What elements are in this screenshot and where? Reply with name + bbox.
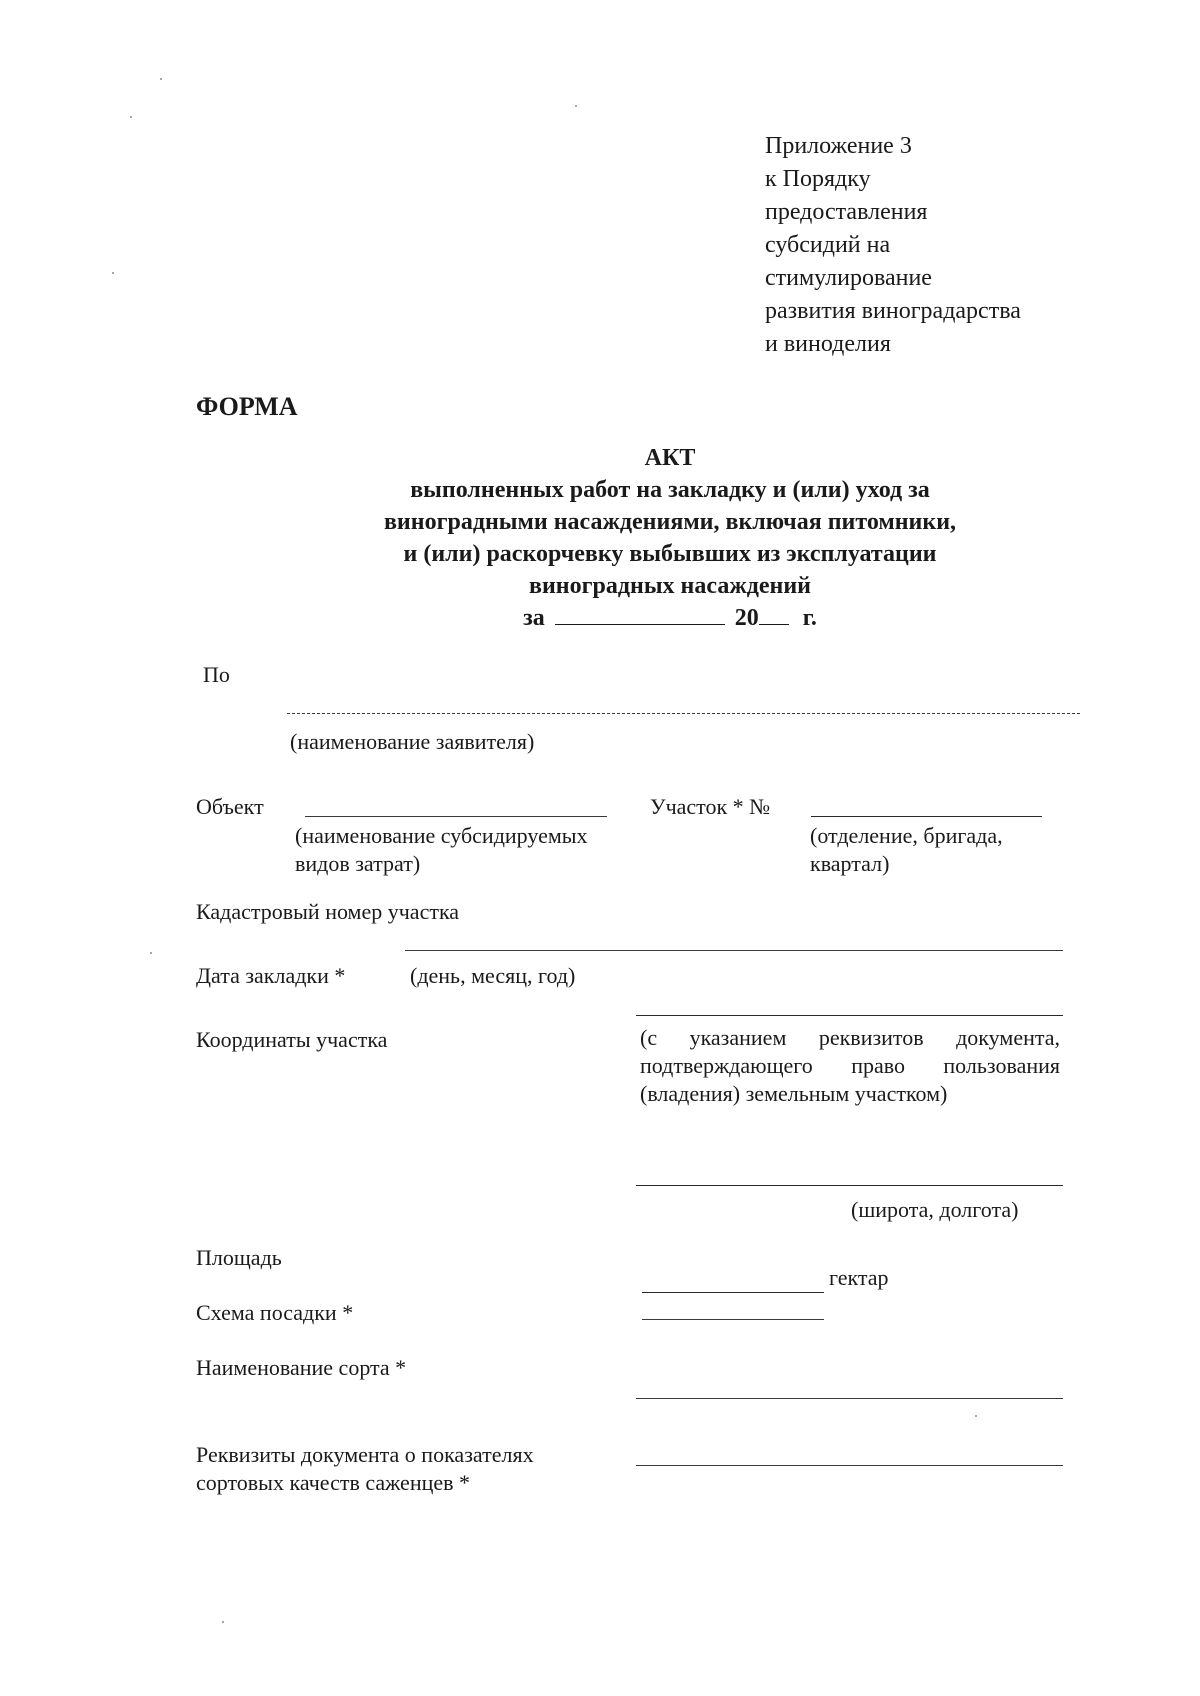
cadastral-label: Кадастровый номер участка <box>196 899 460 924</box>
object-field-line[interactable] <box>305 816 607 817</box>
act-heading: АКТ <box>644 445 696 471</box>
title-line: и (или) раскорчевку выбывших из эксплуатации <box>403 541 937 567</box>
planting-date-caption: (день, месяц, год) <box>410 963 576 988</box>
applicant-field-line[interactable] <box>287 713 1080 714</box>
coordinates-note <box>640 1024 1060 1108</box>
coordinates-note-line: (с указанием реквизитов документа, <box>640 1025 1060 1050</box>
appendix-line: к Порядку <box>765 166 871 192</box>
planting-date-label: Дата закладки * <box>196 963 346 988</box>
plot-caption: (отделение, бригада, <box>810 823 1003 848</box>
title-line: виноградных насаждений <box>528 573 812 599</box>
period-prefix: за <box>523 605 545 631</box>
doc-label: сортовых качеств саженцев * <box>196 1470 471 1495</box>
cadastral-field-line[interactable] <box>405 950 1063 951</box>
object-label: Объект <box>196 794 264 819</box>
po-label: По <box>203 662 230 687</box>
appendix-block <box>765 130 1021 361</box>
coordinates-note-line: (владения) земельным участком) <box>640 1081 948 1106</box>
scheme-label: Схема посадки * <box>196 1300 354 1325</box>
plot-field-line[interactable] <box>811 816 1042 817</box>
appendix-line: Приложение 3 <box>765 133 912 159</box>
object-caption: (наименование субсидируемых <box>295 823 588 848</box>
period-suffix: г. <box>802 605 817 631</box>
title-line: виноградными насаждениями, включая питомники, <box>383 509 957 535</box>
coordinates-note-line: подтверждающего право пользования <box>640 1053 1060 1078</box>
title-line: выполненных работ на закладку и (или) уход за <box>410 477 930 503</box>
coordinates-caption: (широта, долгота) <box>851 1197 1019 1222</box>
object-caption: видов затрат) <box>295 851 421 876</box>
scan-speck <box>112 272 114 274</box>
period-year: 20 <box>734 605 759 631</box>
title-block <box>200 440 1140 634</box>
applicant-caption: (наименование заявителя) <box>290 729 535 754</box>
appendix-line: развития виноградарства <box>765 298 1021 324</box>
plot-label: Участок * № <box>650 794 771 819</box>
appendix-line: и виноделия <box>765 331 891 357</box>
scan-speck <box>150 952 152 954</box>
period-month-blank[interactable] <box>555 602 725 625</box>
variety-label: Наименование сорта * <box>196 1355 407 1380</box>
doc-label: Реквизиты документа о показателях <box>196 1442 534 1467</box>
plot-caption: квартал) <box>810 851 890 876</box>
period-year-blank[interactable] <box>759 602 789 625</box>
scan-speck <box>975 1415 977 1417</box>
coordinates-label: Координаты участка <box>196 1027 388 1052</box>
scan-speck <box>130 116 132 118</box>
planting-date-field-line[interactable] <box>636 1015 1063 1016</box>
appendix-line: предоставления <box>765 199 928 225</box>
doc-field-line[interactable] <box>636 1465 1063 1466</box>
area-unit: гектар <box>829 1265 889 1290</box>
area-field-line[interactable] <box>642 1292 824 1293</box>
area-label: Площадь <box>196 1245 282 1270</box>
appendix-line: стимулирование <box>765 265 932 291</box>
variety-field-line[interactable] <box>636 1398 1063 1399</box>
scan-speck <box>575 105 577 107</box>
scan-speck <box>160 78 162 80</box>
period-line <box>200 602 1140 634</box>
scheme-field-line[interactable] <box>642 1319 824 1320</box>
coordinates-field-line[interactable] <box>636 1185 1063 1186</box>
scan-speck <box>222 1621 224 1623</box>
form-label: ФОРМА <box>196 392 298 421</box>
appendix-line: субсидий на <box>765 232 891 258</box>
